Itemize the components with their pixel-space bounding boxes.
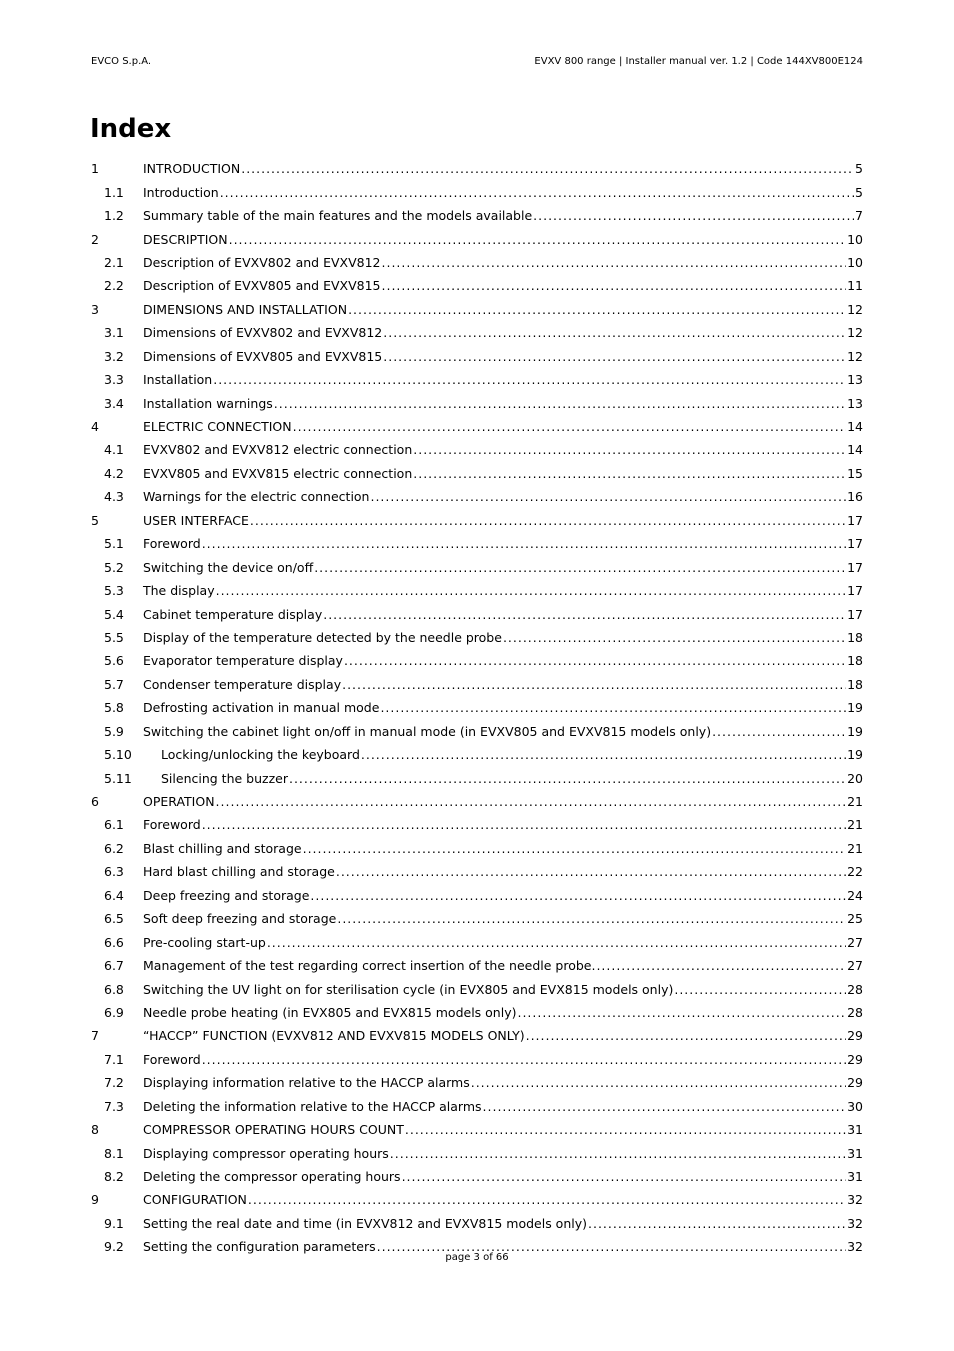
toc-entry[interactable] bbox=[91, 1118, 863, 1141]
toc-entry[interactable] bbox=[91, 509, 863, 532]
toc-dot-leader bbox=[382, 278, 847, 293]
toc-entry-page[interactable]: 24 bbox=[847, 887, 863, 903]
toc-entry-title[interactable]: Evaporator temperature display bbox=[143, 653, 343, 669]
toc-entry[interactable] bbox=[91, 1165, 863, 1188]
toc-dot-leader bbox=[712, 724, 846, 739]
toc-entry-title[interactable]: “HACCP” FUNCTION (EVXV812 AND EVXV815 MODELS ONLY) bbox=[143, 1028, 525, 1044]
toc-entry-title[interactable]: CONFIGURATION bbox=[143, 1192, 247, 1208]
toc-entry-number: 3.3 bbox=[104, 372, 124, 388]
toc-entry-title[interactable]: Foreword bbox=[143, 1051, 201, 1067]
toc-entry-number: 5.10 bbox=[104, 747, 132, 763]
toc-dot-leader bbox=[370, 489, 846, 504]
toc-dot-leader bbox=[382, 255, 847, 270]
toc-entry-title[interactable]: Description of EVXV802 and EVXV812 bbox=[143, 254, 381, 270]
toc-entry-title[interactable]: Condenser temperature display bbox=[143, 676, 342, 692]
toc-entry-title[interactable]: Needle probe heating (in EVX805 and EVX815 models only) bbox=[143, 1004, 517, 1020]
toc-entry-title[interactable]: Cabinet temperature display bbox=[143, 606, 323, 622]
toc-entry-number: 5.9 bbox=[104, 723, 124, 739]
header-document-info: EVXV 800 range | Installer manual ver. 1.2 | Code 144XV800E124 bbox=[534, 56, 863, 67]
toc-entry-title[interactable]: EVXV805 and EVXV815 electric connection bbox=[143, 465, 413, 481]
toc-entry[interactable] bbox=[91, 720, 863, 743]
toc-dot-leader bbox=[216, 583, 846, 598]
toc-dot-leader bbox=[588, 1216, 846, 1231]
toc-entry-title[interactable]: Hard blast chilling and storage bbox=[143, 864, 335, 880]
toc-entry-title[interactable]: Soft deep freezing and storage bbox=[143, 911, 337, 927]
toc-entry-page[interactable]: 29 bbox=[847, 1028, 863, 1044]
toc-entry-page[interactable]: 32 bbox=[847, 1239, 863, 1255]
toc-entry-page[interactable]: 18 bbox=[847, 653, 863, 669]
toc-entry[interactable] bbox=[91, 837, 863, 860]
toc-entry-number: 6.1 bbox=[104, 817, 124, 833]
toc-entry-page[interactable]: 13 bbox=[847, 372, 863, 388]
toc-dot-leader bbox=[517, 1005, 846, 1020]
toc-entry-number: 4.1 bbox=[104, 442, 124, 458]
toc-dot-leader bbox=[289, 771, 846, 786]
toc-entry-page[interactable]: 14 bbox=[847, 419, 863, 435]
toc-entry[interactable] bbox=[91, 977, 863, 1000]
header-company: EVCO S.p.A. bbox=[91, 56, 152, 67]
toc-entry-number: 6.8 bbox=[104, 981, 124, 997]
toc-dot-leader bbox=[213, 372, 846, 387]
toc-dot-leader bbox=[413, 442, 846, 457]
toc-entry-number: 5 bbox=[91, 512, 99, 528]
toc-entry[interactable] bbox=[91, 368, 863, 391]
toc-dot-leader bbox=[336, 864, 846, 879]
toc-entry-title[interactable]: INTRODUCTION bbox=[143, 161, 241, 177]
toc-entry-title[interactable]: Silencing the buzzer bbox=[161, 770, 288, 786]
toc-entry-title[interactable]: Switching the UV light on for sterilisation cycle (in EVX805 and EVX815 models only) bbox=[143, 981, 674, 997]
toc-dot-leader bbox=[344, 653, 846, 668]
toc-entry-number: 8 bbox=[91, 1122, 99, 1138]
toc-entry-title[interactable]: Installation warnings bbox=[143, 395, 273, 411]
toc-entry-title[interactable]: ELECTRIC CONNECTION bbox=[143, 419, 292, 435]
toc-entry-page[interactable]: 27 bbox=[847, 934, 863, 950]
toc-entry-number: 3.1 bbox=[104, 325, 124, 341]
toc-entry-title[interactable]: Warnings for the electric connection bbox=[143, 489, 370, 505]
toc-dot-leader bbox=[274, 396, 846, 411]
toc-dot-leader bbox=[216, 794, 847, 809]
toc-entry-number: 4.3 bbox=[104, 489, 124, 505]
toc-entry-title[interactable]: Defrosting activation in manual mode bbox=[143, 700, 380, 716]
toc-entry-page[interactable]: 15 bbox=[847, 465, 863, 481]
toc-entry-title[interactable]: Introduction bbox=[143, 184, 219, 200]
toc-entry-number: 5.11 bbox=[104, 770, 132, 786]
toc-dot-leader bbox=[471, 1075, 846, 1090]
toc-entry-number: 8.2 bbox=[104, 1169, 124, 1185]
toc-entry[interactable] bbox=[91, 579, 863, 602]
toc-entry[interactable] bbox=[91, 860, 863, 883]
toc-entry-title[interactable]: DESCRIPTION bbox=[143, 231, 228, 247]
toc-entry-page[interactable]: 18 bbox=[847, 676, 863, 692]
toc-entry[interactable] bbox=[91, 884, 863, 907]
toc-entry-title[interactable]: Blast chilling and storage bbox=[143, 840, 302, 856]
toc-dot-leader bbox=[314, 560, 846, 575]
toc-entry-page[interactable]: 28 bbox=[847, 1004, 863, 1020]
toc-entry-number: 6.6 bbox=[104, 934, 124, 950]
toc-entry[interactable] bbox=[91, 1212, 863, 1235]
toc-entry[interactable] bbox=[91, 345, 863, 368]
toc-entry-title[interactable]: Switching the cabinet light on/off in manual mode (in EVXV805 and EVXV815 models only) bbox=[143, 723, 712, 739]
toc-dot-leader bbox=[383, 325, 846, 340]
toc-entry-number: 9 bbox=[91, 1192, 99, 1208]
toc-entry-title[interactable]: EVXV802 and EVXV812 electric connection bbox=[143, 442, 413, 458]
toc-entry-number: 6.3 bbox=[104, 864, 124, 880]
toc-entry-number: 6.4 bbox=[104, 887, 124, 903]
toc-entry-page[interactable]: 14 bbox=[847, 442, 863, 458]
toc-dot-leader bbox=[413, 466, 846, 481]
toc-entry[interactable] bbox=[91, 204, 863, 227]
toc-entry-title[interactable]: Management of the test regarding correct insertion of the needle probe. bbox=[143, 958, 596, 974]
toc-entry-page[interactable]: 21 bbox=[847, 817, 863, 833]
toc-dot-leader bbox=[533, 208, 854, 223]
toc-entry[interactable] bbox=[91, 462, 863, 485]
toc-dot-leader bbox=[241, 161, 854, 176]
toc-entry-page[interactable]: 21 bbox=[847, 794, 863, 810]
toc-entry-number: 6.2 bbox=[104, 840, 124, 856]
toc-entry-number: 3.2 bbox=[104, 348, 124, 364]
toc-entry-title[interactable]: COMPRESSOR OPERATING HOURS COUNT bbox=[143, 1122, 404, 1138]
toc-entry[interactable] bbox=[91, 157, 863, 180]
toc-dot-leader bbox=[303, 841, 847, 856]
toc-entry-number: 7.1 bbox=[104, 1051, 124, 1067]
toc-entry[interactable] bbox=[91, 438, 863, 461]
toc-entry-page[interactable]: 7 bbox=[855, 208, 863, 224]
toc-entry-page[interactable]: 19 bbox=[847, 700, 863, 716]
toc-entry[interactable] bbox=[91, 813, 863, 836]
toc-entry-page[interactable]: 5 bbox=[855, 161, 863, 177]
toc-entry-number: 9.2 bbox=[104, 1239, 124, 1255]
toc-entry-number: 6.9 bbox=[104, 1004, 124, 1020]
toc-entry-title[interactable]: Description of EVXV805 and EVXV815 bbox=[143, 278, 381, 294]
toc-entry[interactable] bbox=[91, 1024, 863, 1047]
toc-entry-title[interactable]: Locking/unlocking the keyboard bbox=[161, 747, 360, 763]
toc-entry[interactable] bbox=[91, 415, 863, 438]
toc-entry-number: 9.1 bbox=[104, 1215, 124, 1231]
toc-entry-page[interactable]: 31 bbox=[847, 1122, 863, 1138]
toc-entry-page[interactable]: 18 bbox=[847, 629, 863, 645]
toc-entry-number: 2.1 bbox=[104, 254, 124, 270]
toc-entry-number: 5.7 bbox=[104, 676, 124, 692]
toc-dot-leader bbox=[202, 1052, 846, 1067]
toc-dot-leader bbox=[526, 1028, 847, 1043]
toc-entry-title[interactable]: Installation bbox=[143, 372, 213, 388]
toc-entry[interactable] bbox=[91, 954, 863, 977]
toc-dot-leader bbox=[503, 630, 846, 645]
toc-entry[interactable] bbox=[91, 532, 863, 555]
toc-entry[interactable] bbox=[91, 1188, 863, 1211]
toc-entry-title[interactable]: Displaying information relative to the HACCP alarms bbox=[143, 1075, 470, 1091]
toc-entry[interactable] bbox=[91, 626, 863, 649]
toc-entry[interactable] bbox=[91, 274, 863, 297]
toc-entry-title[interactable]: OPERATION bbox=[143, 794, 215, 810]
toc-entry-title[interactable]: Setting the real date and time (in EVXV812 and EVXV815 models only) bbox=[143, 1215, 587, 1231]
toc-entry-number: 4.2 bbox=[104, 465, 124, 481]
toc-entry-page[interactable]: 17 bbox=[847, 583, 863, 599]
toc-dot-leader bbox=[380, 700, 846, 715]
toc-entry-page[interactable]: 13 bbox=[847, 395, 863, 411]
toc-entry-number: 6.7 bbox=[104, 958, 124, 974]
table-of-contents bbox=[91, 157, 863, 1259]
toc-entry[interactable] bbox=[91, 602, 863, 625]
toc-entry-page[interactable]: 5 bbox=[855, 184, 863, 200]
toc-entry-page[interactable]: 22 bbox=[847, 864, 863, 880]
toc-entry-page[interactable]: 27 bbox=[847, 958, 863, 974]
toc-entry-number: 7.3 bbox=[104, 1098, 124, 1114]
toc-entry-page[interactable]: 28 bbox=[847, 981, 863, 997]
toc-entry-title[interactable]: Deleting the information relative to the HACCP alarms bbox=[143, 1098, 482, 1114]
toc-entry[interactable] bbox=[91, 227, 863, 250]
toc-entry-number: 8.1 bbox=[104, 1145, 124, 1161]
toc-entry[interactable] bbox=[91, 696, 863, 719]
toc-entry-page[interactable]: 19 bbox=[847, 723, 863, 739]
toc-entry-number: 5.2 bbox=[104, 559, 124, 575]
toc-entry[interactable] bbox=[91, 649, 863, 672]
toc-entry-page[interactable]: 17 bbox=[847, 536, 863, 552]
toc-entry-number: 7 bbox=[91, 1028, 99, 1044]
toc-entry-page[interactable]: 12 bbox=[847, 348, 863, 364]
toc-entry-title[interactable]: Dimensions of EVXV805 and EVXV815 bbox=[143, 348, 383, 364]
toc-dot-leader bbox=[596, 958, 846, 973]
toc-entry-page[interactable]: 29 bbox=[847, 1051, 863, 1067]
toc-entry-page[interactable]: 29 bbox=[847, 1075, 863, 1091]
toc-dot-leader bbox=[383, 349, 846, 364]
toc-entry-title[interactable]: Switching the device on/off bbox=[143, 559, 314, 575]
toc-dot-leader bbox=[483, 1099, 847, 1114]
toc-dot-leader bbox=[348, 302, 846, 317]
toc-entry[interactable] bbox=[91, 790, 863, 813]
toc-entry-page[interactable]: 17 bbox=[847, 559, 863, 575]
toc-dot-leader bbox=[229, 232, 846, 247]
toc-entry-page[interactable]: 30 bbox=[847, 1098, 863, 1114]
toc-entry-number: 5.6 bbox=[104, 653, 124, 669]
toc-entry-number: 5.8 bbox=[104, 700, 124, 716]
toc-entry[interactable] bbox=[91, 485, 863, 508]
toc-entry-title[interactable]: Deleting the compressor operating hours bbox=[143, 1169, 401, 1185]
toc-entry[interactable] bbox=[91, 180, 863, 203]
toc-entry-number: 3.4 bbox=[104, 395, 124, 411]
toc-entry-page[interactable]: 25 bbox=[847, 911, 863, 927]
toc-entry-number: 5.3 bbox=[104, 583, 124, 599]
toc-entry[interactable] bbox=[91, 673, 863, 696]
toc-entry-page[interactable]: 31 bbox=[847, 1169, 863, 1185]
toc-entry[interactable] bbox=[91, 1141, 863, 1164]
toc-entry-number: 2 bbox=[91, 231, 99, 247]
toc-entry-number: 5.5 bbox=[104, 629, 124, 645]
toc-dot-leader bbox=[293, 419, 846, 434]
page-title: Index bbox=[90, 114, 172, 144]
toc-entry-number: 7.2 bbox=[104, 1075, 124, 1091]
toc-entry[interactable] bbox=[91, 251, 863, 274]
toc-entry[interactable] bbox=[91, 1048, 863, 1071]
toc-dot-leader bbox=[248, 1192, 846, 1207]
page-footer: page 3 of 66 bbox=[445, 1252, 509, 1263]
toc-dot-leader bbox=[402, 1169, 847, 1184]
toc-entry-title[interactable]: Display of the temperature detected by the needle probe bbox=[143, 629, 502, 645]
toc-entry[interactable] bbox=[91, 930, 863, 953]
toc-entry-title[interactable]: Pre-cooling start-up bbox=[143, 934, 266, 950]
toc-dot-leader bbox=[361, 747, 846, 762]
toc-entry-number: 4 bbox=[91, 419, 99, 435]
toc-entry-title[interactable]: Displaying compressor operating hours bbox=[143, 1145, 389, 1161]
toc-dot-leader bbox=[337, 911, 846, 926]
toc-entry[interactable] bbox=[91, 391, 863, 414]
toc-entry-number: 1.2 bbox=[104, 208, 124, 224]
toc-entry-title[interactable]: Deep freezing and storage bbox=[143, 887, 310, 903]
toc-entry-number: 6 bbox=[91, 794, 99, 810]
toc-entry-title[interactable]: The display bbox=[143, 583, 215, 599]
toc-entry-page[interactable]: 20 bbox=[847, 770, 863, 786]
toc-entry-title[interactable]: Summary table of the main features and the models available bbox=[143, 208, 533, 224]
toc-entry[interactable] bbox=[91, 1095, 863, 1118]
toc-entry-page[interactable]: 17 bbox=[847, 512, 863, 528]
toc-entry-page[interactable]: 21 bbox=[847, 840, 863, 856]
toc-entry-page[interactable]: 12 bbox=[847, 301, 863, 317]
toc-entry-title[interactable]: USER INTERFACE bbox=[143, 512, 249, 528]
toc-entry-page[interactable]: 32 bbox=[847, 1192, 863, 1208]
toc-entry[interactable] bbox=[91, 555, 863, 578]
toc-entry[interactable] bbox=[91, 1001, 863, 1024]
toc-entry-number: 5.4 bbox=[104, 606, 124, 622]
toc-entry-page[interactable]: 10 bbox=[847, 254, 863, 270]
toc-entry-page[interactable]: 16 bbox=[847, 489, 863, 505]
toc-dot-leader bbox=[267, 935, 846, 950]
toc-entry[interactable] bbox=[91, 321, 863, 344]
toc-entry-title[interactable]: Foreword bbox=[143, 536, 201, 552]
toc-dot-leader bbox=[323, 607, 846, 622]
toc-dot-leader bbox=[202, 536, 846, 551]
toc-entry-page[interactable]: 32 bbox=[847, 1215, 863, 1231]
toc-dot-leader bbox=[250, 513, 846, 528]
toc-entry-title[interactable]: Setting the configuration parameters bbox=[143, 1239, 376, 1255]
toc-entry-number: 3 bbox=[91, 301, 99, 317]
toc-entry-number: 5.1 bbox=[104, 536, 124, 552]
toc-entry-page[interactable]: 17 bbox=[847, 606, 863, 622]
toc-entry[interactable] bbox=[91, 298, 863, 321]
toc-entry[interactable] bbox=[91, 743, 863, 766]
toc-entry-page[interactable]: 10 bbox=[847, 231, 863, 247]
toc-entry-number: 2.2 bbox=[104, 278, 124, 294]
toc-dot-leader bbox=[310, 888, 846, 903]
toc-dot-leader bbox=[390, 1146, 846, 1161]
toc-entry[interactable] bbox=[91, 907, 863, 930]
toc-entry-page[interactable]: 31 bbox=[847, 1145, 863, 1161]
toc-entry-number: 1 bbox=[91, 161, 99, 177]
toc-entry-number: 1.1 bbox=[104, 184, 124, 200]
toc-dot-leader bbox=[674, 982, 846, 997]
toc-entry-number: 6.5 bbox=[104, 911, 124, 927]
toc-entry[interactable] bbox=[91, 1071, 863, 1094]
toc-entry-page[interactable]: 12 bbox=[847, 325, 863, 341]
toc-entry[interactable] bbox=[91, 766, 863, 789]
toc-entry-title[interactable]: Dimensions of EVXV802 and EVXV812 bbox=[143, 325, 383, 341]
toc-dot-leader bbox=[342, 677, 846, 692]
toc-dot-leader bbox=[202, 817, 846, 832]
toc-dot-leader bbox=[405, 1122, 846, 1137]
toc-entry-page[interactable]: 11 bbox=[847, 278, 863, 294]
toc-entry-title[interactable]: DIMENSIONS AND INSTALLATION bbox=[143, 301, 348, 317]
toc-entry-page[interactable]: 19 bbox=[847, 747, 863, 763]
toc-entry-title[interactable]: Foreword bbox=[143, 817, 201, 833]
toc-dot-leader bbox=[220, 185, 854, 200]
